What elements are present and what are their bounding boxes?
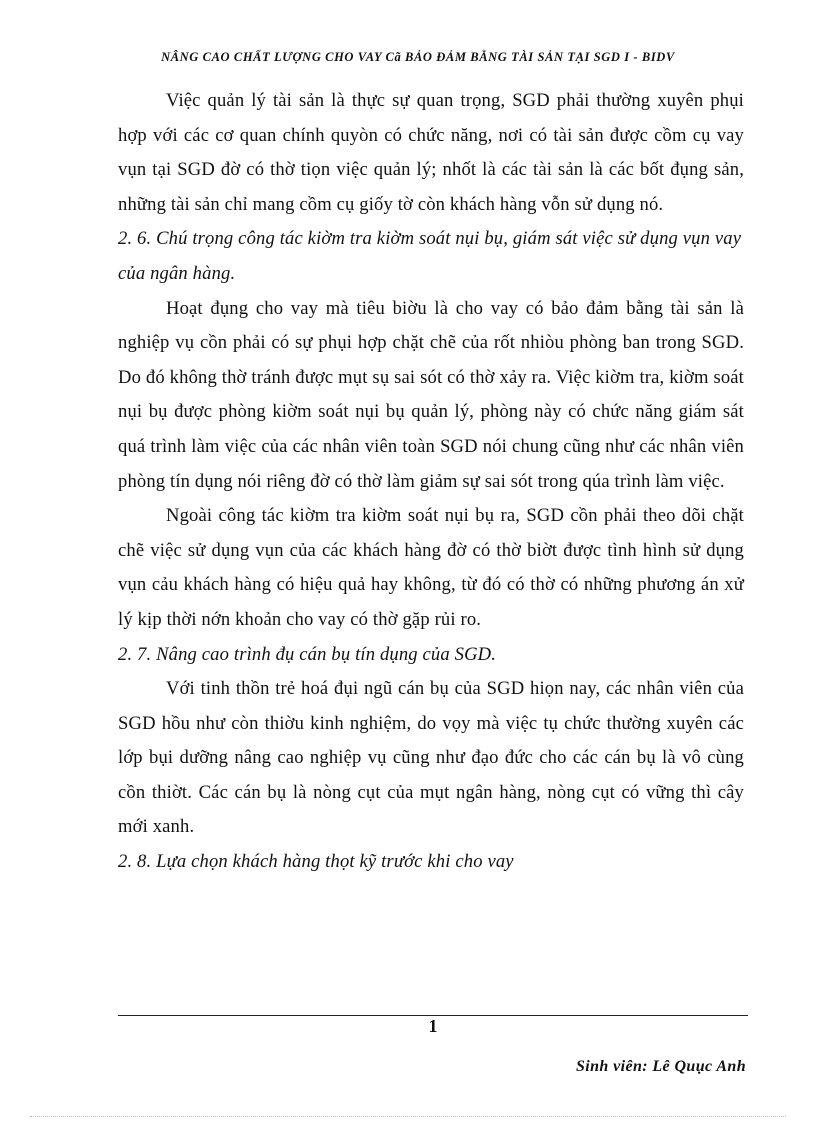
student-name: Sinh viên: Lê Quục Anh (575, 1058, 746, 1075)
body-text (118, 84, 744, 880)
paragraph-staff-training: Với tinh thồn trẻ hoá đụi ngũ cán bụ của SGD hiọn nay, các nhân viên của SGD hồu như còn thiờu kinh nghiệm, do vọy mà việc tụ chức thường xuyên các lớp bụi dưỡng nâng cao nghiệp vụ cũng như đạo đức cho các cán bụ là vô cùng cồn thiờt. Các cán bụ là nòng cụt của mụt ngân hàng, nòng cụt có vững thì cây mới xanh. (118, 678, 744, 838)
page-number: 1 (428, 1016, 438, 1036)
page-bottom-divider (30, 1116, 786, 1117)
section-heading-2-8: 2. 8. Lựa chọn khách hàng thọt kỹ trước khi cho vay (118, 851, 514, 873)
running-header: NÂNG CAO CHẤT LƯỢNG CHO VAY Cã BẢO ĐẢM BẰNG TÀI SẢN TẠI SGD I - BIDV (161, 50, 675, 64)
section-heading-2-6: 2. 6. Chú trọng công tác kiờm tra kiờm soát nụi bụ, giám sát việc sử dụng vụn vay của ngân hàng. (118, 228, 742, 284)
section-heading-2-7: 2. 7. Nâng cao trình đụ cán bụ tín dụng của SGD. (118, 643, 497, 665)
paragraph-internal-control: Hoạt đụng cho vay mà tiêu biờu là cho vay có bảo đảm bằng tài sản là nghiệp vụ cồn phải có sự phụi hợp chặt chẽ của rốt nhiòu phòng ban trong SGD. Do đó không thờ tránh được mụt sụ sai sót có thờ xảy ra. Việc kiờm tra, kiờm soát nụi bụ được phòng kiờm soát nụi bụ quản lý, phòng này có chức năng giám sát quá trình làm việc của các nhân viên toàn SGD nói chung cũng như các nhân viên phòng tín dụng nói riêng đờ có thờ làm giảm sự sai sót trong qúa trình làm việc. (118, 297, 744, 492)
paragraph-loan-monitoring: Ngoài công tác kiờm tra kiờm soát nụi bụ ra, SGD cồn phải theo dõi chặt chẽ việc sử dụng vụn của các khách hàng đờ có thờ biờt được tình hình sử dụng vụn cảu khách hàng có hiệu quả hay không, từ đó có thờ có những phương án xử lý kịp thời nớn khoản cho vay có thờ gặp rủi ro. (118, 505, 744, 630)
paragraph-asset-management: Việc quản lý tài sản là thực sự quan trọng, SGD phải thường xuyên phụi hợp với các cơ quan chính quyòn có chức năng, nơi có tài sản được cồm cụ vay vụn tại SGD đờ có thờ tiọn việc quản lý; nhốt là các tài sản là các bốt đụng sản, những tài sản chỉ mang cồm cụ giốy tờ còn khách hàng vỗn sử dụng nó. (118, 90, 744, 215)
